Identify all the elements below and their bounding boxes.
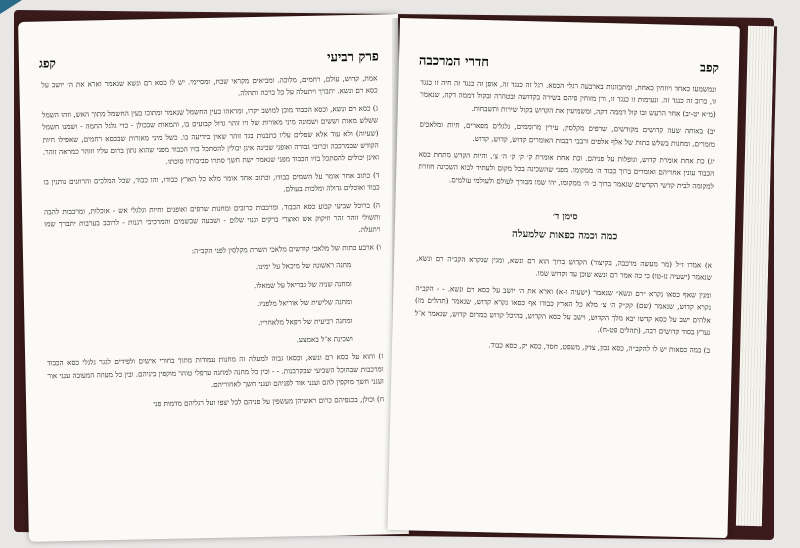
paragraph: ז) והוא על כסא רם ונשא, וכסאו גבוה למעלה זה מחנות עמודות מתוך בחורי אישים ולפידים לגגר גלגלי כסא הכבוד ומרכבות שבהוכל השביעי שבקרבנות. - - וכין כל מחנה למחנה ערפלי טוהר מוקפין ביניהם. ובין כל מעוזה המעובה ענני אור וענני חשך מוקפין להם וענני אוד לפניהם וענני חשך לאחוריהם. bbox=[47, 351, 384, 390]
paragraph: ב) כמה כסאות יש לו להקב״ה, כסא נכון, צדק, משפט, חסד, כסא יק, כסא כבוד. bbox=[488, 339, 711, 355]
left-page bbox=[18, 14, 409, 542]
paragraph: ה) ברוכל שביעי קבוע כסא הכבוד. ומרכבות כרובים ומחנות שרפים ואופנים וחיות וגלגלי אש - אוכלות, ומרכבות להבה ותשולי זוהר זהר וזיקוק אש ואוצרי ברקים וגנזי שלום - ושבעה שבשמים והמרכיבי רננות - לרוכב בערבות יתברך שמו ויתעלה. bbox=[43, 200, 381, 235]
paragraph: יב) באותה שעה קדושים מקודשים, שרפים מקלסין, עירין מרוממים, גלגלים מפארים, חיות ומלאכים מזמרים, ומחנות בשלש כתות של אלף אלפים ורבבי רבבות האומרים קדוש, קדוש, קדוש. bbox=[419, 119, 716, 149]
paragraph: ו) ארבע כתות של מלאכי קודשים מלאכי השרת מקלסין לפני הקב״ה: bbox=[191, 242, 381, 256]
paragraph: ומנין שאף כסאו נקרא ״רם ונשא״ שנאמר (ישעיה ו-א) וארא את ה׳ יושב על כסא רם ונשא. - - הקב״ה נקרא קדוש, שנאמר (שם) קק״ק ה׳ צ׳ מלא כל הארץ כבודו אף כסאו נקרא קדוש, שנאמר (תהלים מז) אלהים ישב על כסא קדשו יבא מלך הקדוש, וישב על כסא הקדוש, בהיכל קדוש במרום קדוש, שנאמר א־ל נערץ בסוד קדושים רבה, (תהלים פט-ח). bbox=[414, 283, 712, 337]
list-item: ומחנה רביעית של רפאל מלאחריו. bbox=[257, 315, 353, 327]
right-page-body bbox=[392, 68, 739, 357]
paragraph: ד) כתוב אחר אומר על השמים כבודו, וכתוב אחד אומר מלא כל הארץ כבודו, והו כבוד, שכל המלכים והרוזנים נותנין בו כבוד ואוכלים גדולה ומלכות בעולם. bbox=[43, 170, 380, 194]
list-item: ומחנה שניה של גבריאל על שמאלו. bbox=[253, 278, 352, 290]
left-page-body bbox=[19, 64, 406, 413]
list-item: מחנה ראשונה של מיכאל על ימינו. bbox=[255, 260, 352, 272]
list-item: ומחנה שלישית של אוריאל מלפניו. bbox=[256, 297, 353, 309]
section-subtitle: כמה וכמה כפאות שלמעלה bbox=[511, 228, 618, 243]
right-page-title: חדרי המרכבה bbox=[418, 53, 490, 71]
paragraph: א) אמרו ז״ל (מר מעשה מרכבה, בקיצור) הקדוש ברוך הוא רם ונשא, ומנין שנקרא הקב״ה רם ונשא, שנאמר (ישעיה נז-טו) כי כה אמר רם ונשא שוכן עד וקדוש שמו. bbox=[416, 253, 713, 283]
paragraph: ג) כסא רם ונשא, וכסא הכבוד מוכן למושב יקרו, ומראהו כעין החשמל שנאמר ומתוכו כעין החשמל מתוך האש, וזהו השמל ששלש מאות וששים ושמונה מיני מאורות של זיו זוהר גדול קבועים בו, והמאות שבכולן - כדי גלגל החמה - ושמנו חשמל (שעיוה) ולא עוד אלא שפלים עליו כתבנות בגד זוהר שאין בידיעה בו. כשל מיני מאורות שבכסא רחמים, שאפילו חיות הקודש שבמרכבה וכרובי גבורה ואופני שכינה אינן יכולין להסתכל בזיו הכבוד מפני שהוא נתון ברום עליו וזוהר כמראה זוהר. ואינן יכולים להסתכל בזיו הכבוד מפני שנאמר ישת חשך סתרו סביבותיו סוכתו. bbox=[41, 103, 380, 167]
camps-list bbox=[45, 259, 383, 352]
right-page-number: קפב bbox=[699, 60, 720, 75]
list-item: ושכינת א־ל באמצע. bbox=[296, 333, 353, 345]
paragraph: ונמשמעו כאחד ויוזחין כאחת, ומתכוונות בארבעה רגלי הכסא. רגל זה כנגד זה, אופן זה כנגד זה חיה זו כנגד זו, כרוב זה כנגד זה. ונעימות זו כנגד זו, ורן מזוחין פיהם בשירה בקדושה ובטהרה ובקול דממה דקה, שנאמר (מ״א יט-יב) אחר הרעש ובו קול דממה דקה, ומשמיעין את הקדוש בקול שירות ותשבחות. bbox=[420, 77, 717, 119]
paragraph: יג) כת אחת אומרת קדוש, ונופלות על פניהם. וכת אחת אומרת ק׳ ק׳ ק׳ ה׳ צ׳, והיות הקדש מתחת כסא הכבוד עונין אחריהם ואומרים ברוך כבוד ה׳ ממקומו. מפני שהשכינה בכל מקום ולעתיד לבוא השכינה חוזרת למקומה לבית קדשי הקדשים שנאמר ברוך כ׳ ה׳ ממקומו, יהי שמו מבורך לעולם ולעולמי עולמים. bbox=[418, 149, 715, 191]
left-page-number: קפג bbox=[38, 56, 57, 71]
section-heading: סימן ד׳ bbox=[552, 212, 578, 223]
paragraph: ח) וכולן, בכנפיהם כרום ראשיהן מעשפין על פניהם לבל יצפו ועל רגליהם מדמות פני bbox=[153, 393, 385, 408]
left-page-title: פרק רביעי bbox=[326, 49, 380, 66]
right-page bbox=[387, 18, 739, 538]
paragraph: אמת, קדוש, עולם, רחמים, מלוכה. ומביאים מקראי שבח, ומסיימי. יש לו כסא רם ונשא שנאמר וארא את ה׳ יושב על כסא רם ונשא. יתברך ויתעלה על כל ברכה ותהלה. bbox=[41, 73, 378, 98]
